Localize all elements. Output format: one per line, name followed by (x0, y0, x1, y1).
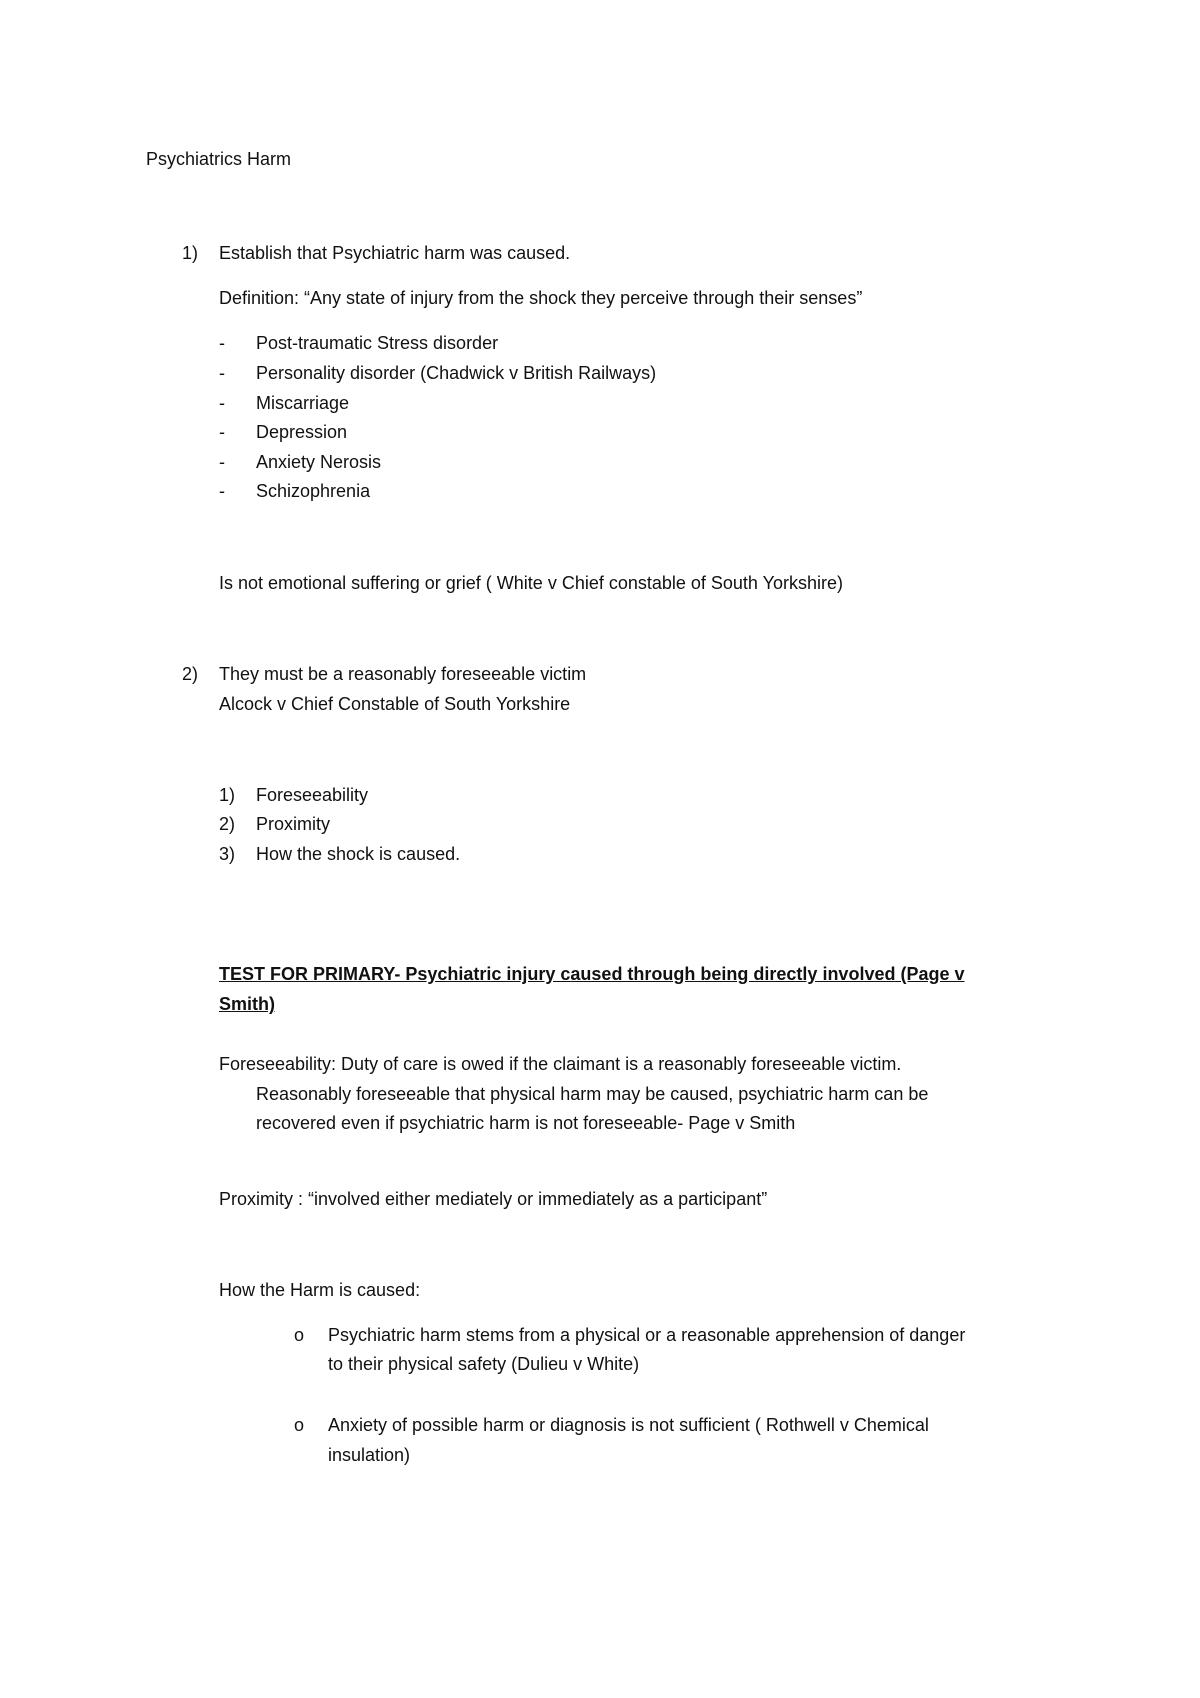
foreseeability-text-cont: Reasonably foreseeable that physical harm may be caused, psychiatric harm can be (256, 1084, 929, 1104)
section1-definition: Definition: “Any state of injury from the shock they perceive through their senses” (219, 288, 863, 308)
list-item: Miscarriage (256, 393, 350, 413)
bullet-text-cont: insulation) (328, 1445, 411, 1465)
section2-case: Alcock v Chief Constable of South Yorkshire (219, 694, 571, 714)
bullet-text: Psychiatric harm stems from a physical or a reasonable apprehension of danger (328, 1325, 966, 1345)
list-item: Schizophrenia (256, 481, 371, 501)
list-bullet-dash: - (219, 422, 225, 442)
how-caused-heading: How the Harm is caused: (219, 1280, 421, 1300)
foreseeability-text-cont: recovered even if psychiatric harm is not foreseeable- Page v Smith (256, 1113, 796, 1133)
list-item: Post-traumatic Stress disorder (256, 333, 499, 353)
subitem-number: 2) (219, 814, 236, 834)
section2-heading: They must be a reasonably foreseeable victim (219, 664, 587, 684)
bullet-circle: o (294, 1325, 305, 1345)
subitem-text: Foreseeability (256, 785, 369, 805)
proximity-text: Proximity : “involved either mediately or immediately as a participant” (219, 1189, 768, 1209)
list-bullet-dash: - (219, 393, 225, 413)
section1-number: 1) (182, 243, 199, 263)
primary-test-heading: TEST FOR PRIMARY- Psychiatric injury caused through being directly involved (Page v (219, 964, 965, 984)
section1-note: Is not emotional suffering or grief ( White v Chief constable of South Yorkshire) (219, 573, 843, 593)
list-bullet-dash: - (219, 481, 225, 501)
list-item: Anxiety Nerosis (256, 452, 382, 472)
list-bullet-dash: - (219, 452, 225, 472)
bullet-text: Anxiety of possible harm or diagnosis is not sufficient ( Rothwell v Chemical (328, 1415, 929, 1435)
subitem-number: 1) (219, 785, 236, 805)
document-title: Psychiatrics Harm (146, 149, 292, 169)
subitem-number: 3) (219, 844, 236, 864)
subitem-text: Proximity (256, 814, 331, 834)
bullet-text-cont: to their physical safety (Dulieu v White) (328, 1354, 640, 1374)
foreseeability-text: Foreseeability: Duty of care is owed if the claimant is a reasonably foreseeable victim. (219, 1054, 902, 1074)
list-bullet-dash: - (219, 333, 225, 353)
section1-heading: Establish that Psychiatric harm was caused. (219, 243, 571, 263)
list-item: Depression (256, 422, 348, 442)
list-bullet-dash: - (219, 363, 225, 383)
list-item: Personality disorder (Chadwick v British Railways) (256, 363, 657, 383)
bullet-circle: o (294, 1415, 305, 1435)
subitem-text: How the shock is caused. (256, 844, 461, 864)
section2-number: 2) (182, 664, 199, 684)
primary-test-heading-cont: Smith) (219, 994, 275, 1014)
